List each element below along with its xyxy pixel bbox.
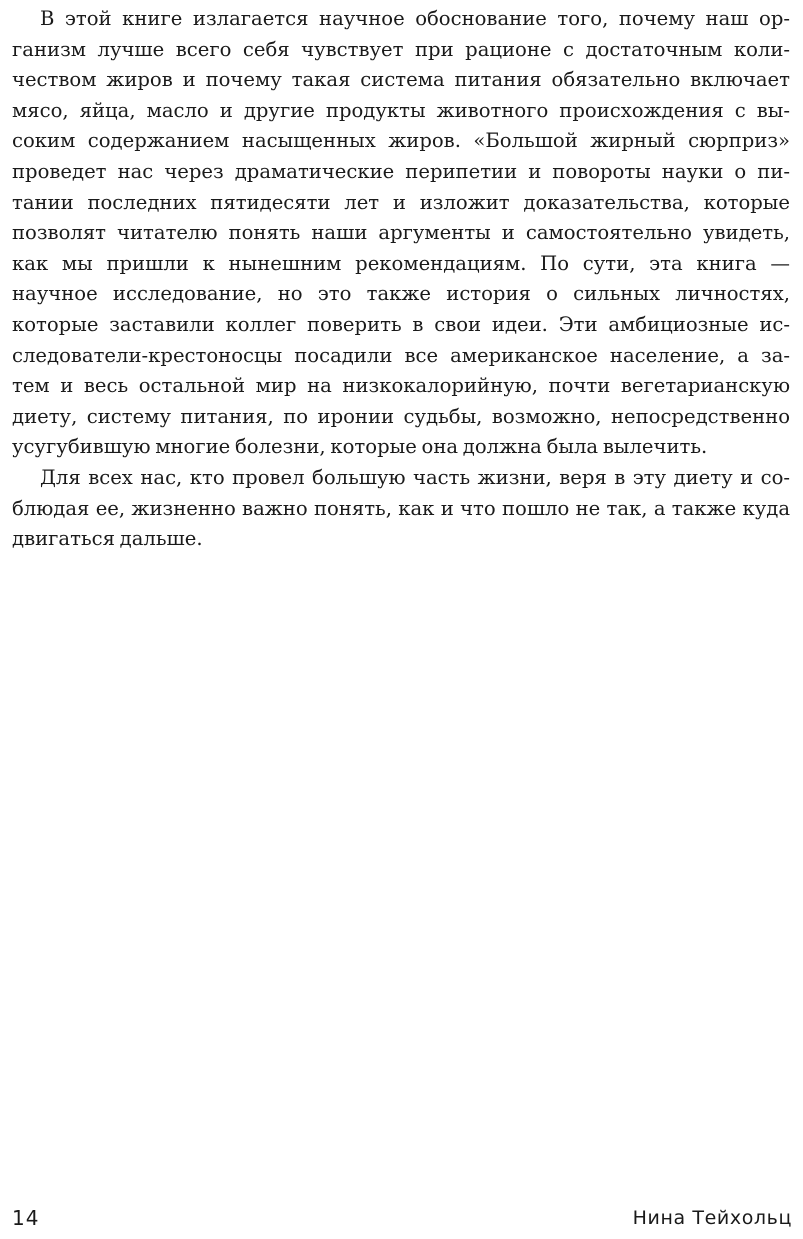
text-line: проведет нас через драматические перипетии и повороты науки о пи-	[12, 159, 790, 183]
text-line: В этой книге излагается научное обоснование того, почему наш ор-	[40, 7, 790, 30]
text-line: позволят читателю понять наши аргументы и самостоятельно увидеть,	[12, 221, 790, 245]
text-line: блюдая ее, жизненно важно понять, как и что пошло не так, а также куда	[12, 496, 790, 520]
page-footer	[12, 1203, 792, 1233]
paragraph-1	[12, 4, 790, 463]
text-line: усугубившую многие болезни, которые она должна была вылечить.	[12, 435, 708, 459]
text-line: диету, систему питания, по иронии судьбы, возможно, непосредственно	[12, 404, 790, 428]
text-line: мясо, яйца, масло и другие продукты животного происхождения с вы-	[12, 98, 790, 122]
text-line: соким содержанием насыщенных жиров. «Большой жирный сюрприз»	[12, 129, 790, 153]
text-line: тании последних пятидесяти лет и изложит доказательства, которые	[12, 190, 790, 214]
text-line: научное исследование, но это также история о сильных личностях,	[12, 282, 790, 306]
text-line: тем и весь остальной мир на низкокалорийную, почти вегетарианскую	[12, 374, 790, 398]
text-line: следователи-крестоносцы посадили все американское население, а за-	[12, 343, 790, 367]
text-line: Для всех нас, кто провел большую часть жизни, веря в эту диету и со-	[40, 465, 790, 489]
text-line: двигаться дальше.	[12, 527, 203, 551]
body-text	[12, 4, 790, 555]
text-line: как мы пришли к нынешним рекомендациям. По сути, эта книга —	[12, 251, 790, 275]
running-footer-author: Нина Тейхольц	[632, 1207, 792, 1229]
page-number: 14	[12, 1206, 40, 1230]
text-line: чеством жиров и почему такая система питания обязательно включает	[12, 68, 790, 92]
text-line: которые заставили коллег поверить в свои идеи. Эти амбициозные ис-	[12, 312, 790, 336]
paragraph-2	[12, 463, 790, 555]
text-line: ганизм лучше всего себя чувствует при рационе с достаточным коли-	[12, 37, 790, 61]
